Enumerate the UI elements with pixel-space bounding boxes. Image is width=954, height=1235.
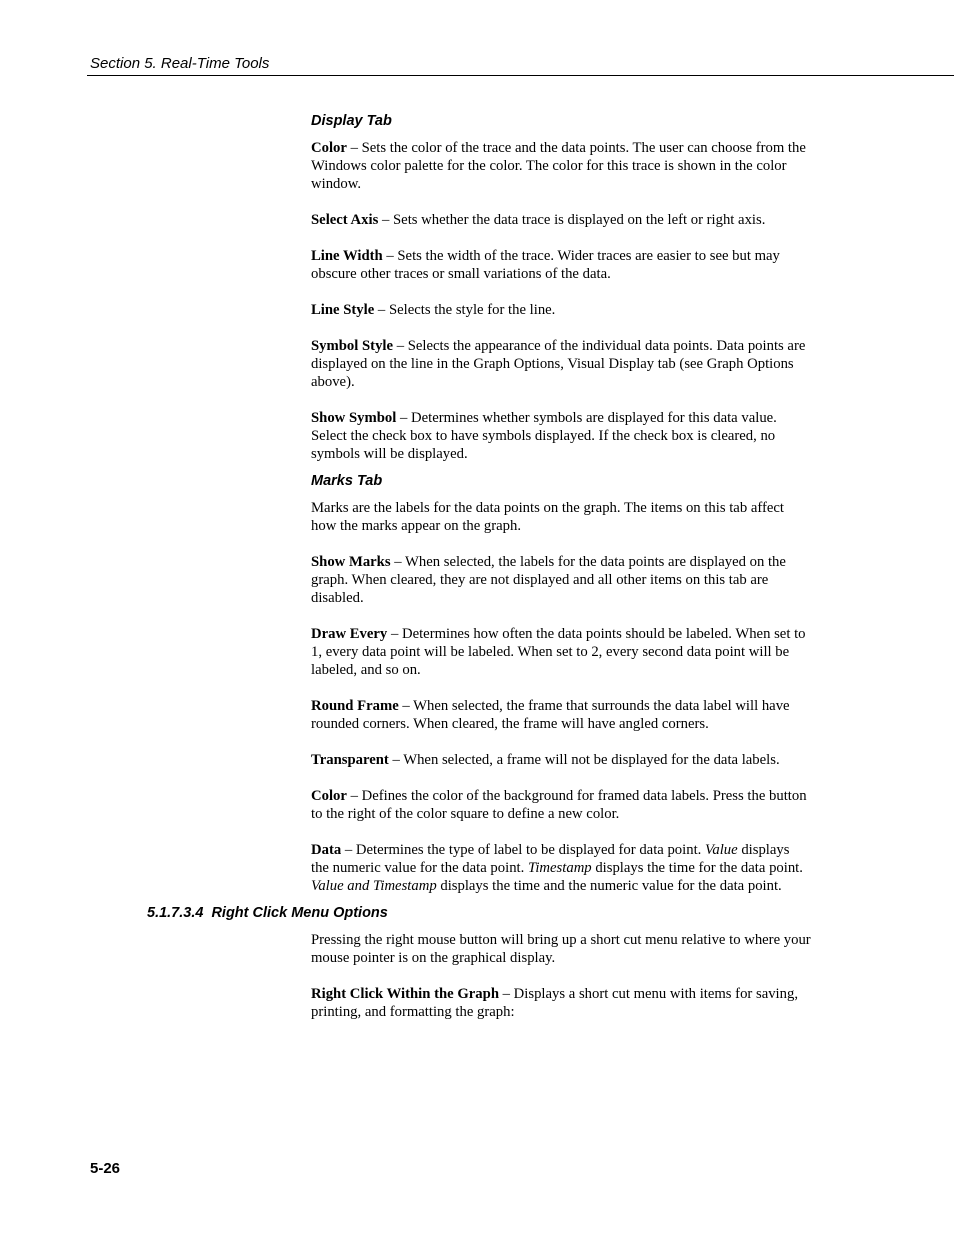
- right-click-intro-para: Pressing the right mouse button will bring up a short cut menu relative to where your mouse pointer is on the graphical display.: [311, 932, 811, 966]
- term: Right Click Within the Graph: [311, 986, 499, 1002]
- select-axis-para: [311, 211, 811, 229]
- definition: – Sets the color of the trace and the data points. The user can choose from the Windows color palette for the color. The color for this trace is shown in the color window.: [311, 140, 806, 192]
- definition: – When selected, the labels for the data points are displayed on the graph. When cleared, they are not displayed and all other items on this tab are disabled.: [311, 554, 786, 606]
- running-header: Section 5. Real-Time Tools: [90, 55, 270, 72]
- show-marks-para: [311, 553, 811, 607]
- symbol-style-para: [311, 337, 811, 391]
- term: Color: [311, 788, 347, 804]
- definition: – When selected, the frame that surrounds the data label will have rounded corners. When cleared, the frame will have angled corners.: [311, 698, 790, 732]
- show-symbol-para: [311, 409, 811, 463]
- transparent-para: [311, 751, 811, 769]
- definition: – Determines how often the data points should be labeled. When set to 1, every data point will be labeled. When set to 2, every second data point will be labeled, and so on.: [311, 626, 806, 678]
- display-color-para: [311, 139, 811, 193]
- term: Round Frame: [311, 698, 399, 714]
- term: Color: [311, 140, 347, 156]
- section-number: 5.1.7.3.4: [147, 905, 204, 921]
- term: Show Marks: [311, 554, 391, 570]
- line-style-para: [311, 301, 811, 319]
- line-width-para: [311, 247, 811, 283]
- definition: – Selects the style for the line.: [374, 302, 556, 318]
- data-para: [311, 841, 811, 895]
- value-and-timestamp-option: Value and Timestamp: [311, 878, 437, 894]
- header-rule: [87, 75, 954, 76]
- term: Data: [311, 842, 342, 858]
- round-frame-para: [311, 697, 811, 733]
- marks-intro-para: Marks are the labels for the data points on the graph. The items on this tab affect how the marks appear on the graph.: [311, 500, 784, 534]
- definition: – Defines the color of the background for framed data labels. Press the button to the right of the color square to define a new color.: [311, 788, 807, 822]
- term: Line Style: [311, 302, 375, 318]
- page-number: 5-26: [90, 1160, 121, 1177]
- term: Select Axis: [311, 212, 379, 228]
- term: Show Symbol: [311, 410, 397, 426]
- value-option: Value: [705, 842, 738, 858]
- definition: – Selects the appearance of the individual data points. Data points are displayed on the line in the Graph Options, Visual Display tab (see Graph Options above).: [311, 338, 806, 390]
- definition: – Displays a short cut menu with items for saving, printing, and formatting the graph:: [311, 986, 798, 1020]
- marks-tab-heading: Marks Tab: [311, 473, 383, 489]
- page-body: [147, 112, 811, 1039]
- section-title: Right Click Menu Options: [211, 905, 388, 921]
- timestamp-option: Timestamp: [527, 860, 592, 876]
- term: Symbol Style: [311, 338, 394, 354]
- term: Transparent: [311, 752, 389, 768]
- right-click-within-graph-para: [311, 985, 811, 1021]
- term: Line Width: [311, 248, 383, 264]
- definition: – Sets the width of the trace. Wider traces are easier to see but may obscure other traces or small variations of the data.: [311, 248, 780, 282]
- definition: – When selected, a frame will not be displayed for the data labels.: [388, 752, 780, 768]
- definition: – Sets whether the data trace is displayed on the left or right axis.: [378, 212, 766, 228]
- definition: displays the numeric value for the data point.: [311, 842, 790, 876]
- definition: – Determines whether symbols are displayed for this data value. Select the check box to have symbols displayed. If the check box is cleared, no symbols will be displayed.: [311, 410, 777, 462]
- marks-color-para: [311, 787, 811, 823]
- right-click-section-heading: [147, 904, 811, 922]
- definition: displays the time and the numeric value for the data point.: [436, 878, 782, 894]
- definition: – Determines the type of label to be displayed for data point.: [341, 842, 706, 858]
- term: Draw Every: [311, 626, 388, 642]
- definition: displays the time for the data point.: [591, 860, 803, 876]
- display-tab-heading: Display Tab: [311, 113, 392, 129]
- draw-every-para: [311, 625, 811, 679]
